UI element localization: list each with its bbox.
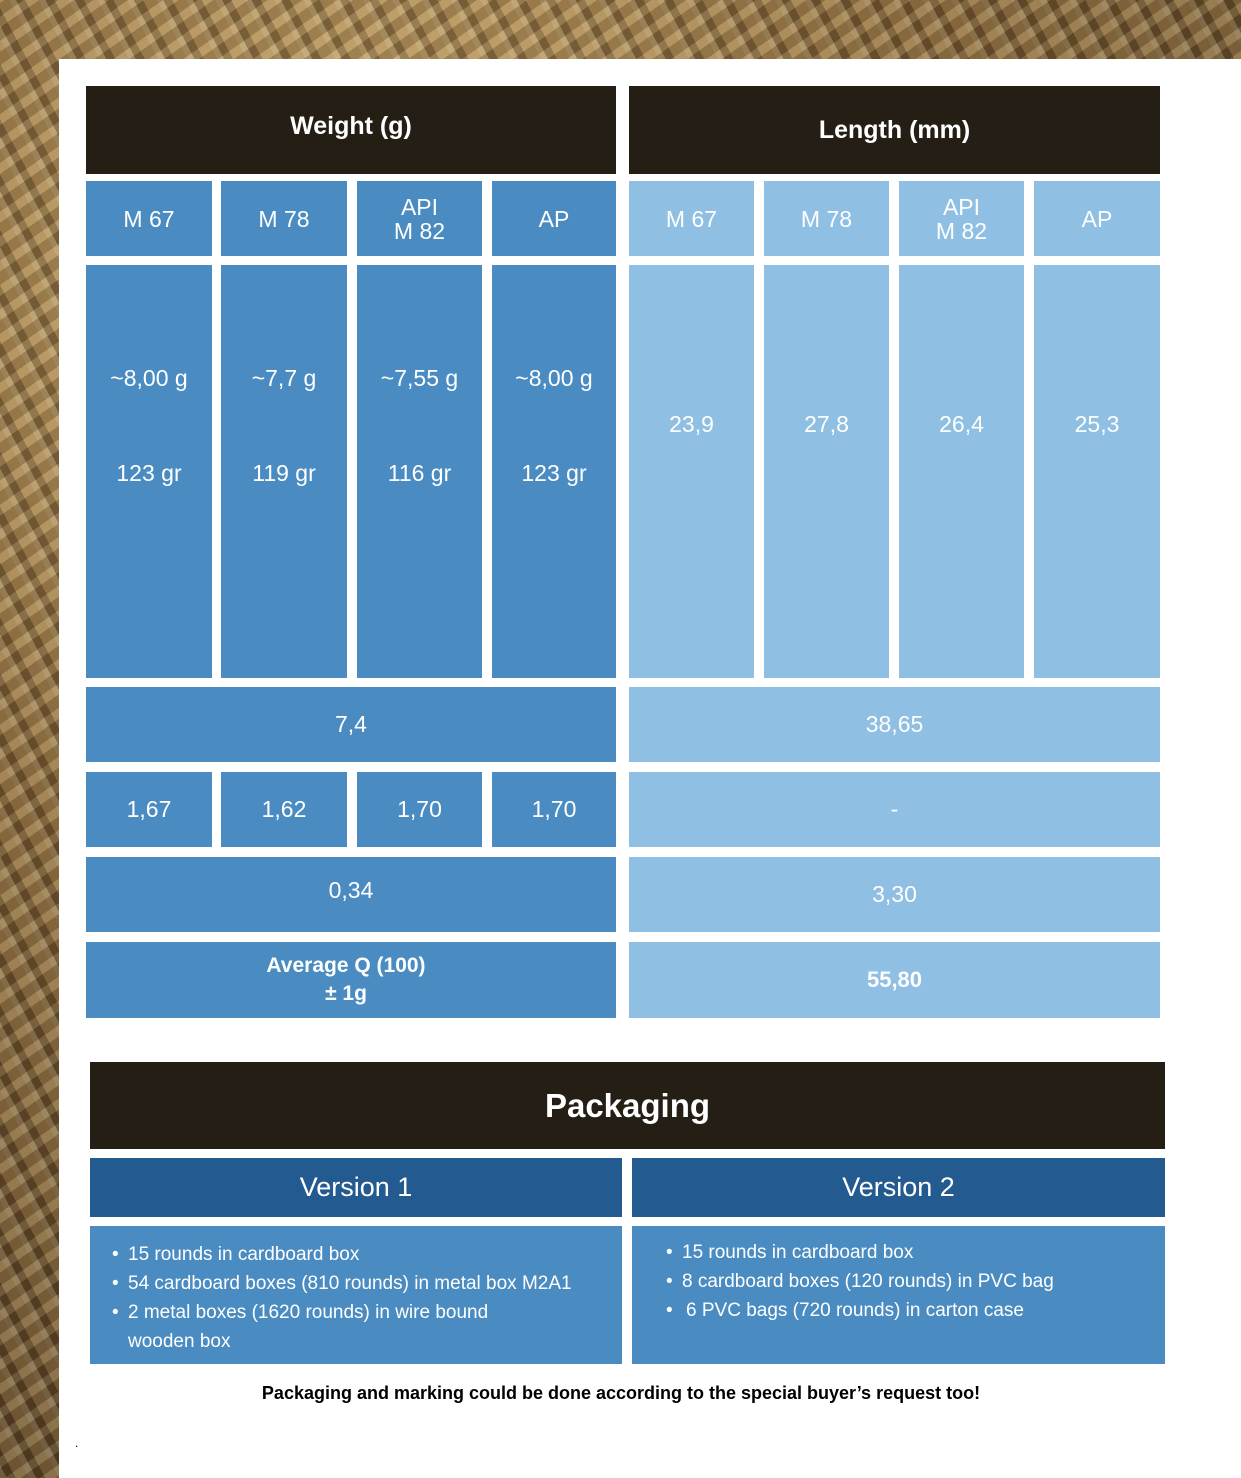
weight-grains: 116 gr [387, 460, 452, 486]
list-item: • 15 rounds in cardboard box [666, 1238, 1054, 1267]
weight-row-d [86, 942, 616, 1018]
version2-list [632, 1226, 1165, 1364]
type-label-line2: M 82 [935, 217, 988, 244]
tolerance-label: ± 1g [325, 982, 367, 1005]
length-type-api-m82 [899, 181, 1024, 256]
weight-grains: 123 gr [116, 460, 182, 486]
list-item-text: 2 metal boxes (1620 rounds) in wire bound [128, 1302, 489, 1323]
weight-grams: ~7,55 g [380, 365, 459, 391]
weight-grams: ~8,00 g [110, 365, 188, 391]
weight-header: Weight (g) [86, 86, 616, 174]
type-label: AP [1081, 205, 1113, 232]
length-value-ap: 25,3 [1034, 265, 1160, 678]
length-row-d: 55,80 [629, 942, 1160, 1018]
weight-type-m78 [221, 181, 347, 256]
version1-header: Version 1 [90, 1158, 622, 1217]
weight-grams: ~8,00 g [515, 365, 593, 391]
weight-type-m67 [86, 181, 212, 256]
version1-list [90, 1226, 622, 1364]
type-label: AP [538, 205, 570, 232]
length-row-b: - [629, 772, 1160, 847]
weight-row-b-ap: 1,70 [492, 772, 616, 847]
list-item: • 54 cardboard boxes (810 rounds) in metal box M2A1 [112, 1269, 572, 1298]
version2-header: Version 2 [632, 1158, 1165, 1217]
weight-value-m78 [221, 265, 347, 678]
weight-type-ap [492, 181, 616, 256]
weight-grains: 123 gr [521, 460, 587, 486]
length-value-m78: 27,8 [764, 265, 889, 678]
footer-mark: . [75, 1436, 79, 1450]
weight-row-b-m67: 1,67 [86, 772, 212, 847]
length-value-m67: 23,9 [629, 265, 754, 678]
length-value-api-m82: 26,4 [899, 265, 1024, 678]
type-label: M 67 [123, 205, 175, 232]
type-label: API [400, 193, 439, 220]
type-label: M 67 [665, 205, 718, 232]
weight-grains: 119 gr [252, 460, 316, 486]
type-label: API [942, 193, 981, 220]
weight-value-api-m82 [357, 265, 482, 678]
list-item-text-cont: wooden box [128, 1331, 231, 1352]
weight-row-c: 0,34 [86, 857, 616, 932]
length-header: Length (mm) [629, 86, 1160, 174]
list-item: • 6 PVC bags (720 rounds) in carton case [666, 1296, 1054, 1325]
type-label: M 78 [800, 205, 853, 232]
packaging-header: Packaging [90, 1062, 1165, 1149]
weight-row-b-m78: 1,62 [221, 772, 347, 847]
packaging-note: Packaging and marking could be done according to the special buyer’s request too! [261, 1383, 981, 1403]
weight-type-api-m82 [357, 181, 482, 256]
type-label-line2: M 82 [393, 217, 446, 244]
weight-row-a: 7,4 [86, 687, 616, 762]
length-row-a: 38,65 [629, 687, 1160, 762]
average-q-label: Average Q (100) [266, 954, 426, 977]
list-item [112, 1298, 572, 1356]
weight-grams: ~7,7 g [251, 365, 317, 391]
length-type-m67 [629, 181, 754, 256]
length-row-c: 3,30 [629, 857, 1160, 932]
list-item: • 15 rounds in cardboard box [112, 1240, 572, 1269]
length-type-ap [1034, 181, 1160, 256]
length-type-m78 [764, 181, 889, 256]
weight-value-m67 [86, 265, 212, 678]
weight-row-b-api-m82: 1,70 [357, 772, 482, 847]
weight-value-ap [492, 265, 616, 678]
type-label: M 78 [258, 205, 310, 232]
list-item: • 8 cardboard boxes (120 rounds) in PVC bag [666, 1267, 1054, 1296]
